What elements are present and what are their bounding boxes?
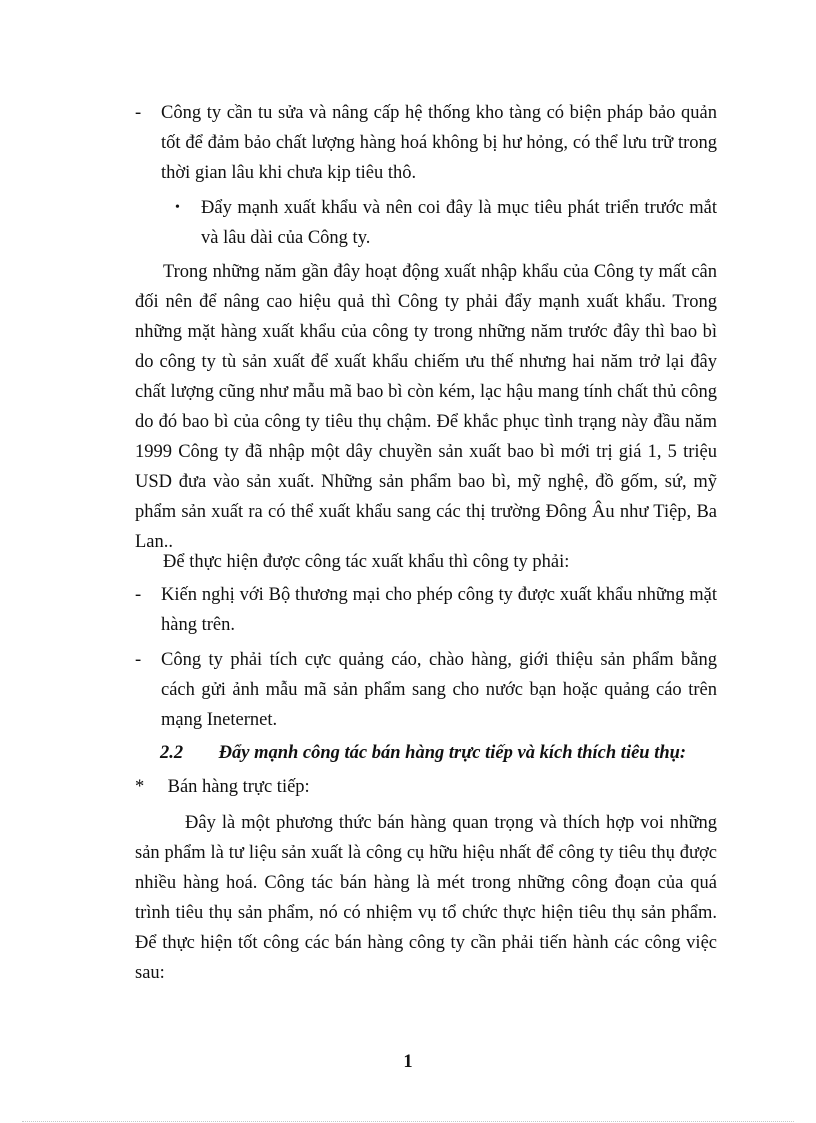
page-bottom-divider [22, 1121, 794, 1122]
list-item-star-1 [135, 772, 717, 802]
list-item-text: Đẩy mạnh xuất khẩu và nên coi đây là mục tiêu phát triển trước mắt và lâu dài của Công ty. [201, 198, 717, 248]
list-item-dash-3 [135, 645, 717, 735]
paragraph-text: Trong những năm gần đây hoạt động xuất nhập khẩu của Công ty mất cân đối nên để nâng cao hiệu quả thì Công ty phải đẩy mạnh xuất khẩu. Trong những mặt hàng xuất khẩu của công ty trong những năm trước đây thì bao bì do công ty tù sản xuất để xuất khẩu chiếm ưu thế nhưng hai năm trở lại đây chất lượng cũng như mẫu mã bao bì còn kém, lạc hậu mang tính chất thủ công do đó bao bì của công ty tiêu thụ chậm. Để khắc phục tình trạng này đầu năm 1999 Công ty đã nhập một dây chuyền sản xuất bao bì mới trị giá 1, 5 triệu USD đưa vào sản xuất. Những sản phẩm bao bì, mỹ nghệ, đồ gốm, sứ, mỹ phẩm sản xuất ra có thể xuất khẩu sang các thị trường Đông Âu như Tiệp, Ba Lan.. [135, 262, 717, 552]
section-title: Đẩy mạnh công tác bán hàng trực tiếp và kích thích tiêu thụ: [218, 743, 687, 763]
paragraph-requirements-intro [135, 547, 717, 577]
star-marker: * [135, 777, 145, 797]
list-item-text: Công ty phải tích cực quảng cáo, chào hàng, giới thiệu sản phẩm bằng cách gửi ảnh mẫu mã sản phẩm sang cho nước bạn hoặc quảng cáo trên mạng Ineternet. [161, 650, 717, 730]
dash-marker: - [135, 585, 142, 605]
dash-marker: - [135, 650, 142, 670]
section-number: 2.2 [160, 743, 184, 763]
dash-marker: - [135, 103, 142, 123]
list-item-text: Công ty cần tu sửa và nâng cấp hệ thống kho tàng có biện pháp bảo quản tốt để đảm bảo chất lượng hàng hoá không bị hư hỏng, có thể lưu trữ trong thời gian lâu khi chưa kịp tiêu thô. [161, 103, 717, 183]
bullet-icon: • [175, 200, 180, 215]
paragraph-direct-sales [135, 808, 717, 988]
paragraph-export [135, 257, 717, 557]
paragraph-text: Để thực hiện được công tác xuất khẩu thì công ty phải: [163, 552, 570, 572]
list-item-text: Kiến nghị với Bộ thương mại cho phép công ty được xuất khẩu những mặt hàng trên. [161, 585, 717, 635]
page-number: 1 [403, 1052, 413, 1072]
list-item-text: Bán hàng trực tiếp: [167, 777, 310, 797]
paragraph-text: Đây là một phương thức bán hàng quan trọng và thích hợp voi những sản phẩm là tư liệu sản xuất là công cụ hữu hiệu nhất để công ty tiêu thụ được nhiều hàng hoá. Công tác bán hàng là mét trong những công đoạn của quá trình tiêu thụ sản phẩm, nó có nhiệm vụ tổ chức thực hiện tiêu thụ sản phẩm. Để thực hiện tốt công các bán hàng công ty cần phải tiến hành các công việc sau: [135, 813, 717, 983]
list-item-bullet-1 [175, 193, 717, 253]
list-item-dash-2 [135, 580, 717, 640]
list-item-dash-1 [135, 98, 717, 188]
section-heading [160, 738, 730, 768]
